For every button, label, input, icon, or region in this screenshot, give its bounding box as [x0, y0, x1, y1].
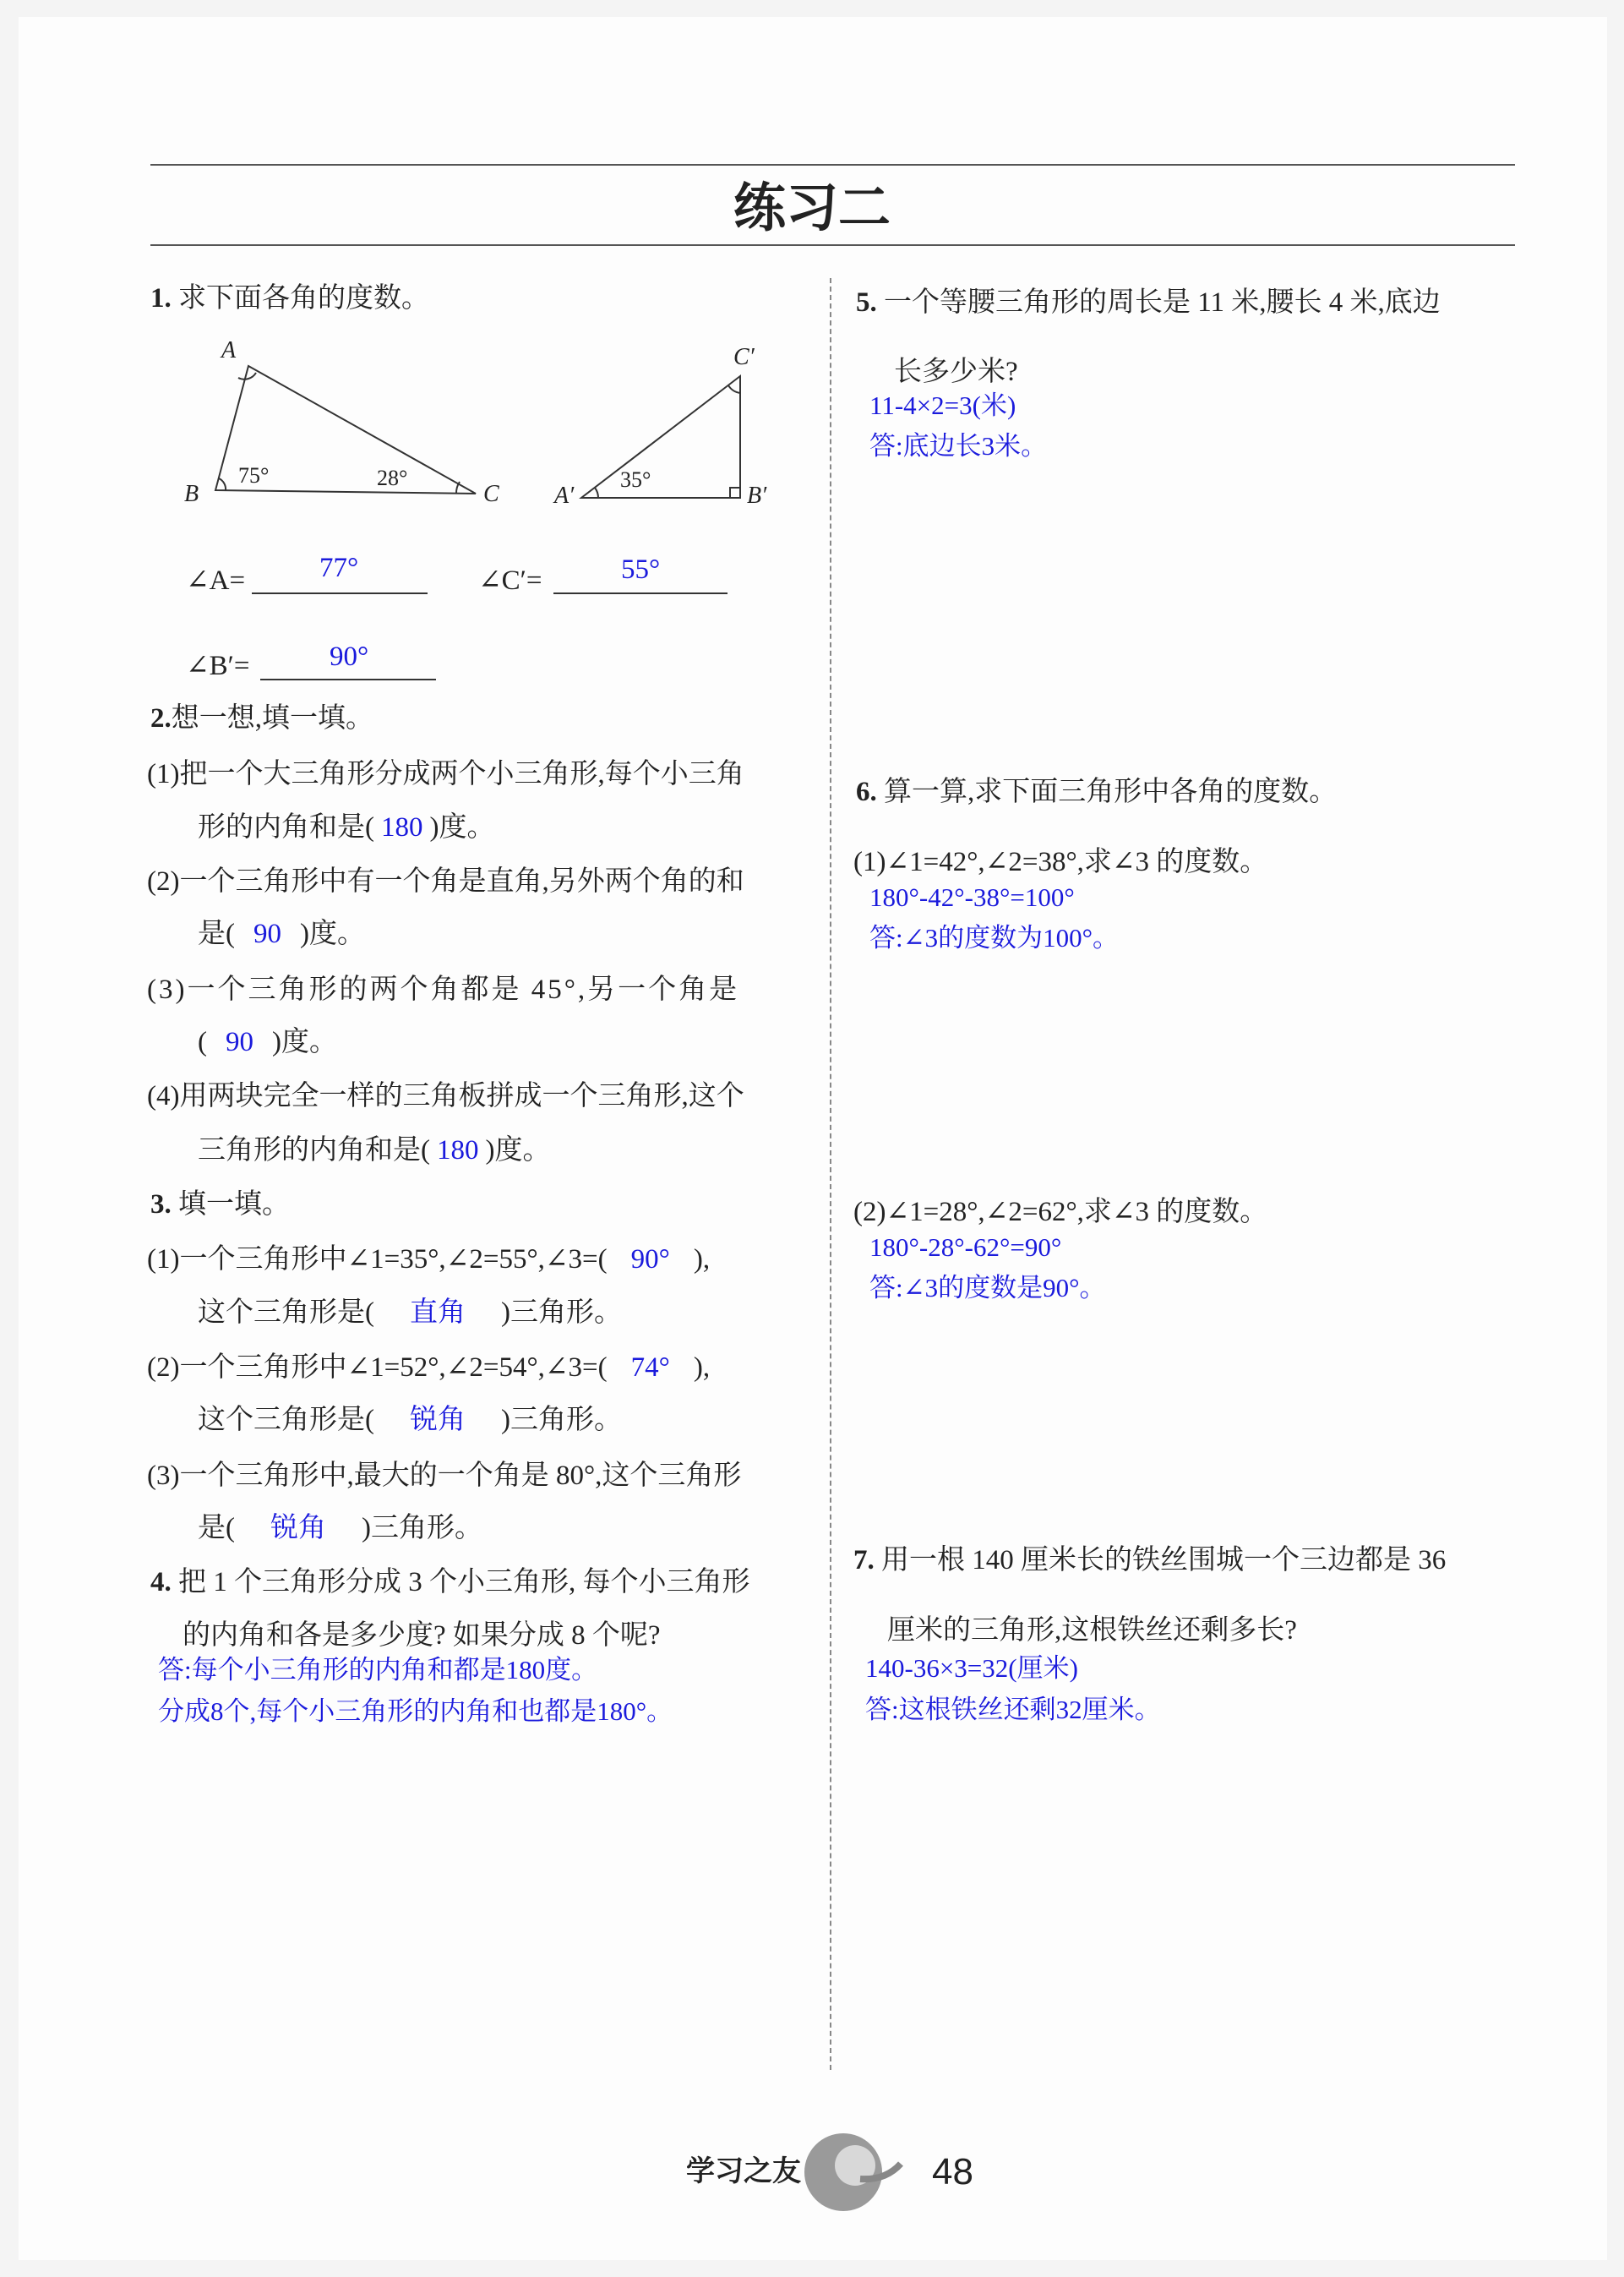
q7-line1 — [853, 1543, 1446, 1577]
angle-b2-label: ∠B′= — [186, 651, 250, 681]
angle-b2-blank — [260, 679, 436, 680]
q5-answer: 答:底边长3米。 — [869, 431, 1048, 461]
q3-part1-line1: (1)一个三角形中∠1=35°,∠2=55°,∠3=( 90° ), — [147, 1244, 711, 1275]
vertex-c2-label: C′ — [733, 344, 755, 370]
right-angle-mark — [730, 488, 740, 498]
q2-part4-answer: 180 — [437, 1135, 479, 1166]
q2-part4-line2: 三角形的内角和是( 180 )度。 — [198, 1135, 551, 1166]
q6-part2-question: (2)∠1=28°,∠2=62°,求∠3 的度数。 — [853, 1197, 1268, 1227]
vertex-a-label: A — [221, 337, 237, 363]
q7-calculation: 140-36×3=32(厘米) — [865, 1653, 1078, 1683]
q3-part2-angle-answer: 74° — [630, 1352, 670, 1383]
q3-part2-line1: (2)一个三角形中∠1=52°,∠2=54°,∠3=( 74° ), — [147, 1352, 711, 1383]
q2-part3-line1: (3)一个三角形的两个角都是 45°,另一个角是 — [147, 975, 740, 1005]
angle-c2-blank — [553, 592, 728, 594]
angle-a2-arc — [595, 488, 598, 498]
page-title: 练习二 — [733, 177, 891, 238]
angle-c2-answer: 55° — [621, 554, 661, 585]
angle-b2-answer: 90° — [330, 642, 369, 672]
q4-answer-2: 分成8个,每个小三角形的内角和也都是180°。 — [158, 1696, 673, 1726]
angle-c2-label: ∠C′= — [478, 565, 542, 596]
q5-line1 — [856, 286, 1441, 319]
q2-part3-line2: ( 90 )度。 — [198, 1027, 337, 1057]
q6-part1-calculation: 180°-42°-38°=100° — [869, 882, 1075, 912]
q2-part1-line2: 形的内角和是( 180 )度。 — [198, 812, 495, 843]
q3-part2-line2: 这个三角形是( 锐角 )三角形。 — [198, 1405, 622, 1435]
q5-calculation: 11-4×2=3(米) — [869, 390, 1016, 420]
page-number: 48 — [932, 2151, 973, 2192]
q7-line2: 厘米的三角形,这根铁丝还剩多长? — [887, 1615, 1297, 1646]
vertex-a2-label: A′ — [554, 483, 575, 509]
q4-answer-1: 答:每个小三角形的内角和都是180度。 — [158, 1655, 598, 1685]
q6-text: 算一算,求下面三角形中各角的度数。 — [884, 777, 1338, 807]
q2-part3-answer: 90 — [226, 1027, 253, 1057]
q2-part2-line1: (2)一个三角形中有一个角是直角,另外两个角的和 — [147, 866, 744, 897]
q4-text: 把 1 个三角形分成 3 个小三角形, 每个小三角形 — [178, 1567, 750, 1597]
angle-c2-arc — [728, 385, 740, 393]
q6-part1-question: (1)∠1=42°,∠2=38°,求∠3 的度数。 — [853, 847, 1268, 877]
q1-number: 1. — [150, 283, 172, 314]
angle-b-arc — [219, 478, 226, 490]
q2-part1-line1: (1)把一个大三角形分成两个小三角形,每个小三角 — [147, 759, 744, 789]
q7-number: 7. — [853, 1545, 875, 1575]
q2-part4-line1: (4)用两块完全一样的三角板拼成一个三角形,这个 — [147, 1081, 744, 1111]
q5-text: 一个等腰三角形的周长是 11 米,腰长 4 米,底边 — [884, 287, 1441, 318]
q6-part1-answer: 答:∠3的度数为100°。 — [869, 923, 1119, 953]
q5-number: 5. — [856, 287, 877, 318]
q2-number: 2. — [150, 703, 172, 734]
q5-line2: 长多少米? — [894, 357, 1018, 387]
angle-a-label: ∠A= — [186, 565, 246, 596]
q2-part1-answer: 180 — [381, 812, 423, 843]
q4-line1 — [150, 1565, 750, 1599]
q6-part2-calculation: 180°-28°-62°=90° — [869, 1232, 1062, 1262]
angle-a-blank — [252, 592, 428, 594]
q3-part1-line2: 这个三角形是( 直角 )三角形。 — [198, 1297, 622, 1328]
angle-a2-value: 35° — [620, 467, 651, 492]
q2-text: 想一想,填一填。 — [171, 703, 373, 734]
vertex-b-label: B — [184, 481, 199, 507]
brand-logo-icon — [801, 2121, 911, 2223]
q3-part2-type-answer: 锐角 — [410, 1405, 466, 1435]
q3-part3-type-answer: 锐角 — [270, 1513, 326, 1543]
q4-line2: 的内角和各是多少度? 如果分成 8 个呢? — [183, 1620, 661, 1651]
q3-text: 填一填。 — [178, 1189, 290, 1220]
angle-b-value: 75° — [238, 463, 270, 488]
q3-number: 3. — [150, 1189, 172, 1220]
q2-part2-line2: 是( 90 )度。 — [198, 919, 365, 949]
q2-part2-answer: 90 — [253, 919, 281, 949]
vertex-b2-label: B′ — [747, 483, 767, 509]
q3-part3-line1: (3)一个三角形中,最大的一个角是 80°,这个三角形 — [147, 1461, 742, 1491]
triangle-a2b2c2 — [581, 376, 740, 498]
q7-text: 用一根 140 厘米长的铁丝围城一个三边都是 36 — [881, 1545, 1447, 1575]
footer-brand: 学习之友 — [686, 2154, 801, 2188]
q6-heading — [856, 775, 1337, 809]
angle-c-value: 28° — [377, 466, 408, 490]
q6-part2-answer: 答:∠3的度数是90°。 — [869, 1273, 1106, 1302]
q7-answer: 答:这根铁丝还剩32厘米。 — [865, 1695, 1161, 1724]
q3-part3-line2: 是( 锐角 )三角形。 — [198, 1513, 482, 1543]
q6-number: 6. — [856, 777, 877, 807]
q4-number: 4. — [150, 1567, 172, 1597]
angle-a-answer: 77° — [319, 553, 359, 583]
q2-heading — [150, 702, 373, 735]
vertex-c-label: C — [483, 481, 499, 507]
q3-heading — [150, 1188, 290, 1221]
q1-text: 求下面各角的度数。 — [178, 283, 429, 314]
q3-part1-angle-answer: 90° — [630, 1244, 670, 1275]
q3-part1-type-answer: 直角 — [410, 1297, 466, 1328]
